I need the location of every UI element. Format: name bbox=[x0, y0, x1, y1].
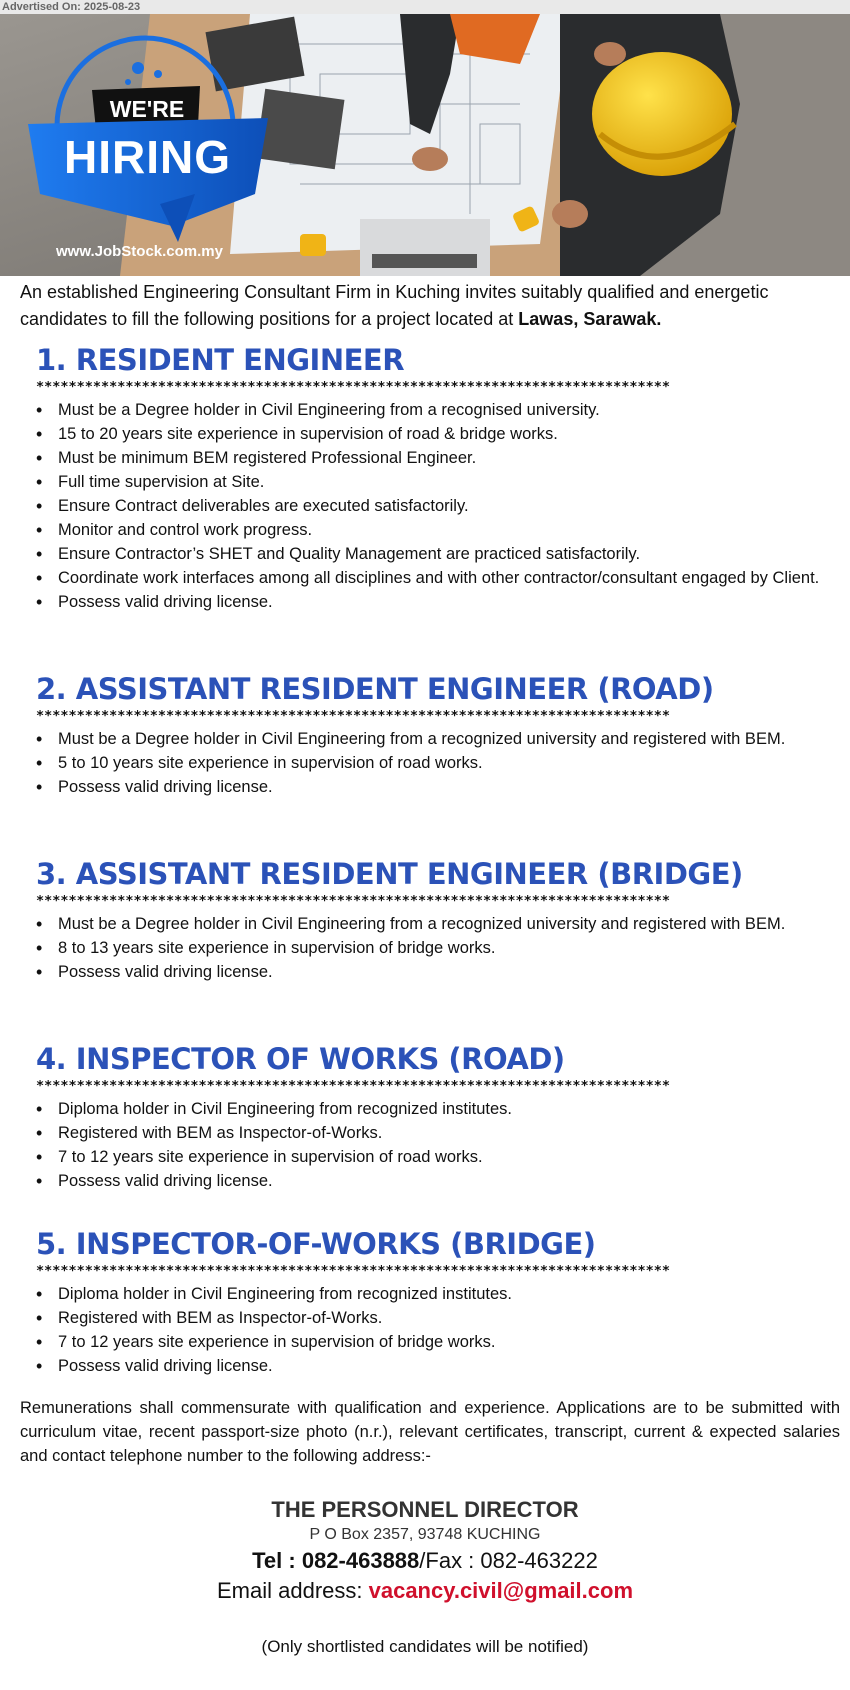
intro-location: Lawas, Sarawak bbox=[518, 309, 657, 329]
site-url: www.JobStock.com.my bbox=[56, 243, 223, 260]
list-item: • 5 to 10 years site experience in supervision of road works. bbox=[58, 751, 826, 775]
list-item: • Must be minimum BEM registered Professional Engineer. bbox=[58, 446, 826, 470]
position-title: 2. ASSISTANT RESIDENT ENGINEER (ROAD) bbox=[36, 672, 714, 706]
list-item: • 7 to 12 years site experience in supervision of road works. bbox=[58, 1145, 826, 1169]
badge-main-text: HIRING bbox=[64, 131, 231, 183]
requirement-list bbox=[36, 1097, 826, 1193]
position-section bbox=[36, 671, 826, 799]
requirement-list bbox=[36, 398, 826, 614]
star-divider: ****************************************************************************** bbox=[36, 380, 670, 394]
tape-measure-icon bbox=[300, 234, 326, 256]
position-section bbox=[36, 1041, 826, 1193]
advertised-date: Advertised On: 2025-08-23 bbox=[2, 1, 141, 13]
position-section bbox=[36, 856, 826, 984]
position-title: 3. ASSISTANT RESIDENT ENGINEER (BRIDGE) bbox=[36, 857, 743, 891]
contact-phone bbox=[0, 1548, 850, 1574]
star-divider: ****************************************************************************** bbox=[36, 709, 670, 723]
position-section bbox=[36, 1226, 826, 1378]
hiring-banner bbox=[0, 14, 850, 276]
list-item: • Monitor and control work progress. bbox=[58, 518, 826, 542]
intro-end: . bbox=[656, 309, 662, 329]
contact-address: P O Box 2357, 93748 KUCHING bbox=[309, 1526, 541, 1543]
position-title: 1. RESIDENT ENGINEER bbox=[36, 343, 405, 377]
position-section bbox=[36, 342, 826, 614]
position-title: 4. INSPECTOR OF WORKS (ROAD) bbox=[36, 1042, 565, 1076]
intro-text: An established Engineering Consultant Firm in Kuching invites suitably qualified and energetic candidates to fill the following positions for a project located at bbox=[20, 282, 769, 329]
star-divider: ****************************************************************************** bbox=[36, 894, 670, 908]
requirement-list bbox=[36, 912, 826, 984]
fax-number: /Fax : 082-463222 bbox=[419, 1548, 598, 1573]
list-item: • Possess valid driving license. bbox=[58, 960, 826, 984]
list-item: • Coordinate work interfaces among all disciplines and with other contractor/consultant engaged by Client. bbox=[58, 566, 826, 590]
list-item: • Full time supervision at Site. bbox=[58, 470, 826, 494]
list-item: • 7 to 12 years site experience in supervision of bridge works. bbox=[58, 1330, 826, 1354]
advertised-date-bar bbox=[0, 0, 850, 14]
list-item: • Must be a Degree holder in Civil Engineering from a recognized university and registered with BEM. bbox=[58, 727, 826, 751]
list-item: • Ensure Contract deliverables are executed satisfactorily. bbox=[58, 494, 826, 518]
list-item: • Must be a Degree holder in Civil Engineering from a recognized university and registered with BEM. bbox=[58, 912, 826, 936]
list-item: • Ensure Contractor’s SHET and Quality Management are practiced satisfactorily. bbox=[58, 542, 826, 566]
intro-paragraph bbox=[20, 279, 832, 333]
contact-title: THE PERSONNEL DIRECTOR bbox=[271, 1497, 579, 1522]
list-item: • 8 to 13 years site experience in supervision of bridge works. bbox=[58, 936, 826, 960]
list-item: • Possess valid driving license. bbox=[58, 590, 826, 614]
list-item: • Possess valid driving license. bbox=[58, 1354, 826, 1378]
position-title: 5. INSPECTOR-OF-WORKS (BRIDGE) bbox=[36, 1227, 596, 1261]
list-item: • 15 to 20 years site experience in supervision of road & bridge works. bbox=[58, 422, 826, 446]
list-item: • Diploma holder in Civil Engineering from recognized institutes. bbox=[58, 1097, 826, 1121]
requirement-list bbox=[36, 727, 826, 799]
list-item: • Registered with BEM as Inspector-of-Works. bbox=[58, 1121, 826, 1145]
list-item: • Diploma holder in Civil Engineering from recognized institutes. bbox=[58, 1282, 826, 1306]
email-link[interactable]: vacancy.civil@gmail.com bbox=[368, 1578, 634, 1603]
list-item: • Must be a Degree holder in Civil Engineering from a recognised university. bbox=[58, 398, 826, 422]
list-item: • Registered with BEM as Inspector-of-Works. bbox=[58, 1306, 826, 1330]
tel-number: Tel : 082-463888 bbox=[252, 1548, 420, 1573]
remuneration-paragraph: Remunerations shall commensurate with qualification and experience. Applications are to be submitted with curriculum vitae, recent passport-size photo (n.r.), relevant certificates, transcript, current & expected salaries and contact telephone number to the following address:- bbox=[20, 1399, 840, 1465]
email-label: Email address: bbox=[216, 1578, 369, 1603]
list-item: • Possess valid driving license. bbox=[58, 775, 826, 799]
badge-top-text: WE'RE bbox=[109, 96, 185, 122]
requirement-list bbox=[36, 1282, 826, 1378]
list-item: • Possess valid driving license. bbox=[58, 1169, 826, 1193]
star-divider: ****************************************************************************** bbox=[36, 1079, 670, 1093]
shortlist-note: (Only shortlisted candidates will be notified) bbox=[261, 1637, 589, 1656]
contact-email-line bbox=[0, 1578, 850, 1604]
star-divider: ****************************************************************************** bbox=[36, 1264, 670, 1278]
